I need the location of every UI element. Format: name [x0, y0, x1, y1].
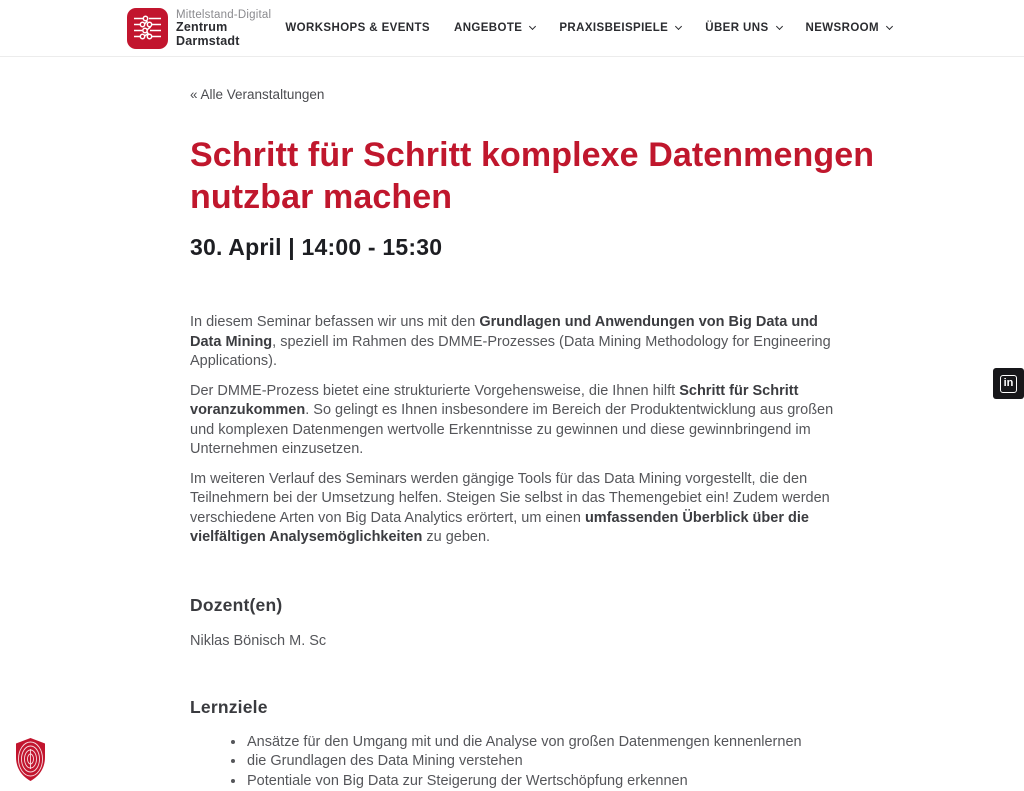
list-item: • die Grundlagen des Data Mining verstehen [246, 752, 838, 772]
nav-item-angebote[interactable] [454, 22, 535, 34]
nav-item-label: NEWSROOM [806, 22, 879, 34]
list-item: • Potentiale von Big Data zur Steigerung der Wertschöpfung erkennen [246, 772, 838, 791]
site-header [0, 0, 1024, 57]
brand-text [176, 8, 271, 48]
nav-item-label: ÜBER UNS [705, 22, 768, 34]
chevron-down-icon [886, 23, 893, 30]
speakers-heading: Dozent(en) [190, 595, 860, 616]
main-nav [285, 22, 892, 34]
chevron-down-icon [675, 23, 682, 30]
goals-list [190, 733, 838, 791]
chevron-down-icon [775, 23, 782, 30]
nav-item-workshops-events[interactable] [285, 22, 430, 34]
event-datetime: 30. April | 14:00 - 15:30 [190, 234, 860, 261]
brand-line-3: Darmstadt [176, 35, 271, 49]
linkedin-icon: in [1000, 375, 1017, 393]
site-logo[interactable] [127, 8, 271, 49]
nav-item-praxisbeispiele[interactable] [559, 22, 681, 34]
event-description [190, 313, 838, 548]
page-title: Schritt für Schritt komplexe Datenmengen nutzbar machen [190, 134, 890, 218]
privacy-shield-icon [15, 737, 46, 782]
nav-item-ueber-uns[interactable] [705, 22, 781, 34]
linkedin-share-button[interactable] [993, 368, 1024, 399]
list-item: • Ansätze für den Umgang mit und die Analyse von großen Datenmengen kennenlernen [246, 733, 838, 753]
nav-item-label: ANGEBOTE [454, 22, 522, 34]
event-detail-main [0, 57, 860, 791]
nav-item-newsroom[interactable] [806, 22, 892, 34]
brand-logo-icon [127, 8, 168, 49]
chevron-down-icon [529, 23, 536, 30]
speaker-name: Niklas Bönisch M. Sc [190, 633, 860, 649]
paragraph-1: In diesem Seminar befassen wir uns mit den Grundlagen und Anwendungen von Big Data und Data Mining, speziell im Rahmen des DMME-Prozesses (Data Mining Methodology for Engineering Applications). [190, 313, 838, 372]
nav-item-label: PRAXISBEISPIELE [559, 22, 668, 34]
nav-item-label: WORKSHOPS & EVENTS [285, 22, 430, 34]
brand-line-2: Zentrum [176, 21, 271, 35]
goals-heading: Lernziele [190, 697, 860, 718]
paragraph-2: Der DMME-Prozess bietet eine strukturierte Vorgehensweise, die Ihnen hilft Schritt für Schritt voranzukommen. So gelingt es Ihnen insbesondere im Bereich der Produktentwicklung aus großen und komplexen Datenmengen wertvolle Erkenntnisse zu gewinnen und diese gewinnbringend im Unternehmen einzusetzen. [190, 382, 838, 460]
brand-line-1: Mittelstand-Digital [176, 9, 271, 21]
back-to-all-events-link[interactable]: « Alle Veranstaltungen [190, 87, 324, 102]
paragraph-3: Im weiteren Verlauf des Seminars werden gängige Tools für das Data Mining vorgestellt, die den Teilnehmern bei der Umsetzung helfen. Steigen Sie selbst in das Themengebiet ein! Zudem werden verschiedene Arten von Big Data Analytics erörtert, um einen umfassenden Überblick über die vielfältigen Analysemöglichkeiten zu geben. [190, 470, 838, 548]
privacy-settings-button[interactable] [15, 737, 46, 782]
